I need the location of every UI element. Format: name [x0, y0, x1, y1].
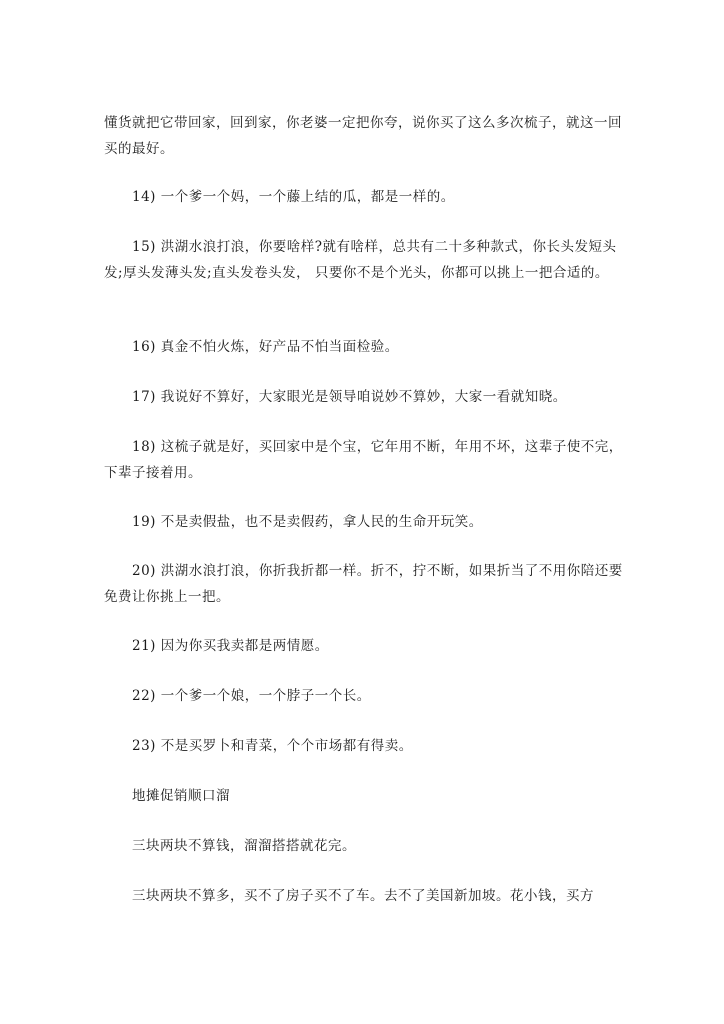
- paragraph-item-17: 17) 我说好不算好，大家眼光是领导咱说妙不算妙，大家一看就知晓。: [132, 389, 567, 405]
- paragraph-continuation: 懂货就把它带回家，回到家，你老婆一定把你夸，说你买了这么多次梳子，就这一回买的最好。: [104, 115, 622, 157]
- section-heading: 地摊促销顺口溜: [132, 788, 230, 804]
- paragraph-item-18: 18) 这梳子就是好，买回家中是个宝，它年用不断，年用不坏，这辈子使不完，下辈子接着用。: [104, 439, 623, 481]
- paragraph-item-16: 16) 真金不怕火炼，好产品不怕当面检验。: [132, 339, 399, 355]
- paragraph-rhyme-1: 三块两块不算钱，溜溜搭搭就花完。: [132, 838, 356, 854]
- paragraph-rhyme-2: 三块两块不算多，买不了房子买不了车。去不了美国新加坡。花小钱，买方: [132, 888, 594, 904]
- paragraph-item-21: 21) 因为你买我卖都是两情愿。: [132, 638, 329, 654]
- paragraph-item-22: 22) 一个爹一个娘，一个脖子一个长。: [132, 688, 371, 704]
- paragraph-item-20: 20) 洪湖水浪打浪，你折我折都一样。折不，拧不断，如果折当了不用你陪还要免费让你挑上一把。: [104, 563, 623, 605]
- paragraph-item-19: 19) 不是卖假盐，也不是卖假药，拿人民的生命开玩笑。: [132, 514, 483, 530]
- paragraph-item-14: 14) 一个爹一个妈，一个藤上结的瓜，都是一样的。: [132, 189, 455, 205]
- paragraph-item-23: 23) 不是买罗卜和青菜，个个市场都有得卖。: [132, 738, 413, 754]
- paragraph-item-15: 15) 洪湖水浪打浪，你要啥样?就有啥样，总共有二十多种款式，你长头发短头发;厚头发薄头发;直头发卷头发， 只要你不是个光头，你都可以挑上一把合适的。: [104, 239, 617, 281]
